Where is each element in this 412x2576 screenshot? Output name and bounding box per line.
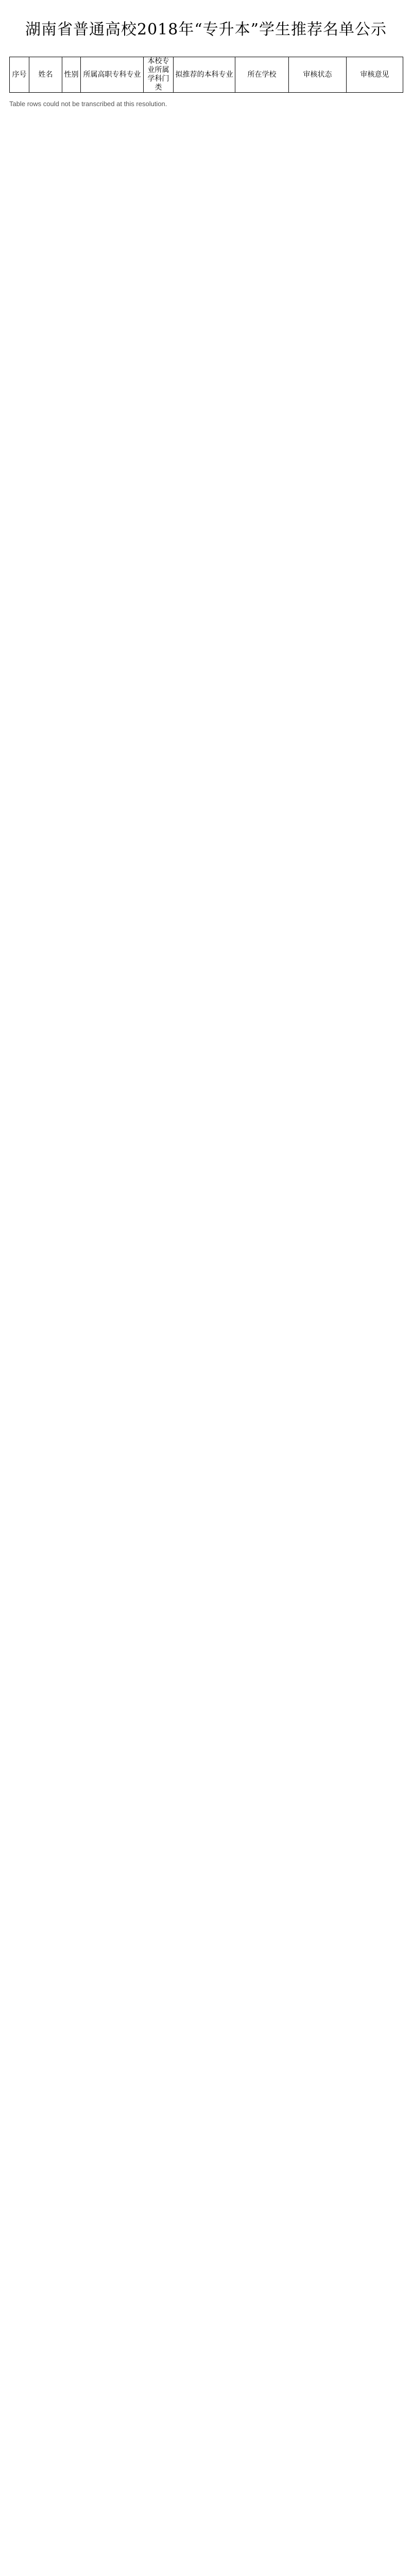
column-header-vocational-major: 所属高职专科专业: [81, 57, 144, 93]
column-header-review-comment: 审核意见: [347, 57, 403, 93]
page: [0, 0, 412, 108]
column-header-review-status: 审核状态: [289, 57, 347, 93]
column-header-target-major: 拟推荐的本科专业: [174, 57, 235, 93]
header-row: [10, 57, 403, 93]
column-header-index: 序号: [10, 57, 29, 93]
recommendation-table: [9, 57, 403, 93]
transcription-note: Table rows could not be transcribed at this resolution.: [9, 100, 167, 108]
column-header-school: 所在学校: [235, 57, 289, 93]
column-header-discipline: 本校专业所属学科门类: [144, 57, 174, 93]
column-header-name: 姓名: [29, 57, 62, 93]
page-title: 湖南省普通高校2018年“专升本”学生推荐名单公示: [25, 21, 387, 39]
column-header-gender: 性别: [62, 57, 81, 93]
